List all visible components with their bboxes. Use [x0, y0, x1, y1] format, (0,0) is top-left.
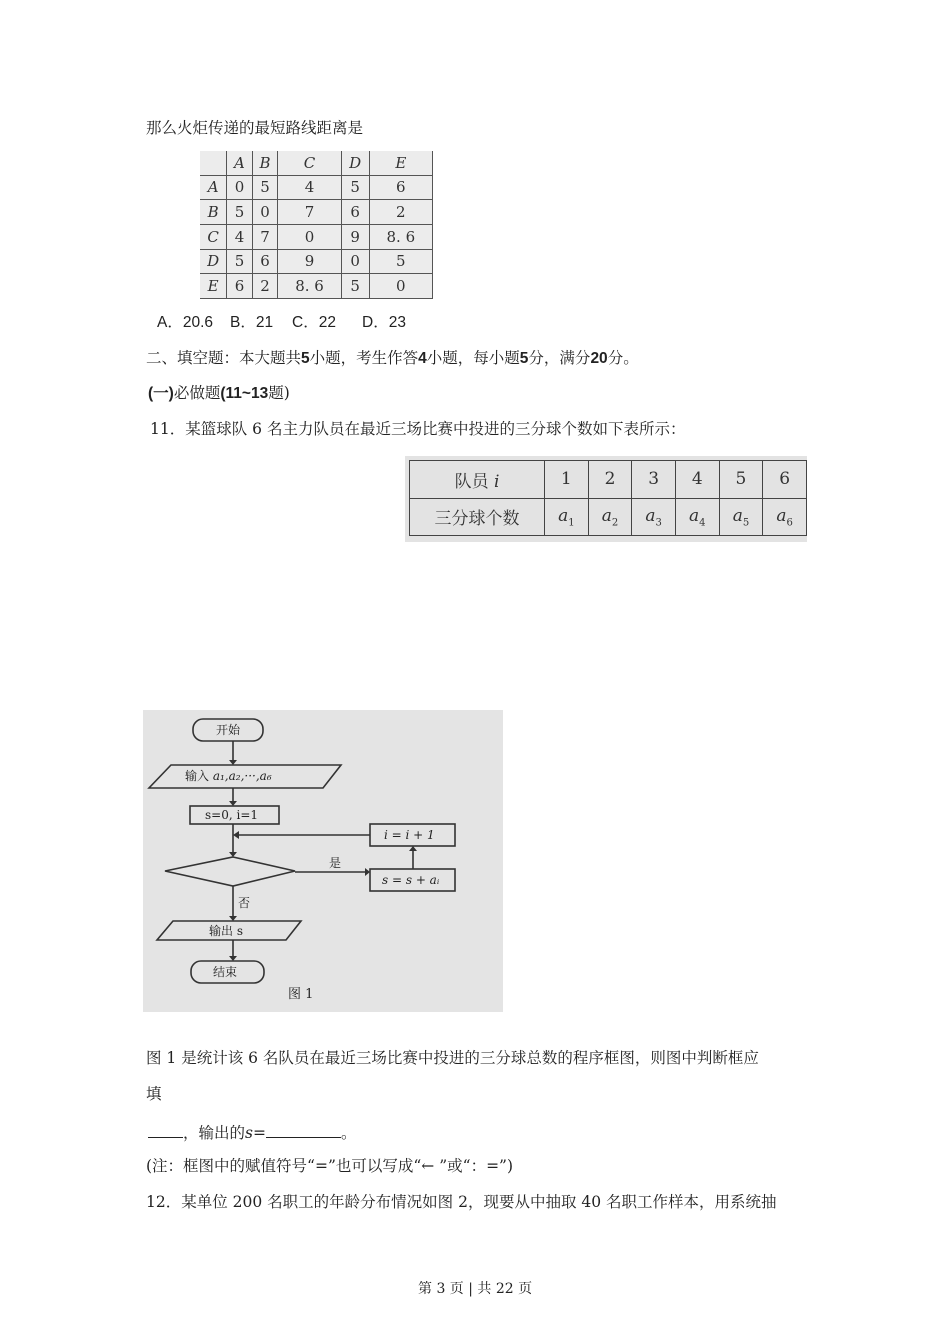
value-var: a: [732, 505, 743, 526]
player-number-cell: 5: [719, 461, 763, 499]
distance-cell: 0: [252, 200, 278, 225]
player-row-label: [410, 461, 545, 499]
value-sub: 6: [786, 516, 793, 528]
player-label-var: i: [493, 471, 500, 492]
section-points-total: 20: [590, 350, 608, 367]
distance-table-header-row: [200, 151, 433, 175]
distance-cell: 9: [341, 224, 369, 249]
flow-output-label: 输出 s: [209, 924, 243, 938]
player-number-cell: 6: [763, 461, 807, 499]
value-var: a: [776, 505, 787, 526]
distance-header-cell: C: [278, 151, 341, 175]
answer-end: 。: [340, 1124, 357, 1142]
question-11-desc-cont: 填: [146, 1085, 162, 1103]
section-count-questions: 5: [301, 350, 310, 367]
player-number-cell: 1: [545, 461, 589, 499]
three-pointer-cell: [719, 498, 763, 536]
distance-cell: 5: [252, 175, 278, 200]
value-var: a: [689, 505, 700, 526]
decision-blank[interactable]: [148, 1121, 183, 1138]
three-pointer-cell: [545, 498, 589, 536]
table-row: [200, 249, 433, 274]
section-heading-suffix: 分。: [607, 349, 639, 367]
choice-b: B．21: [230, 314, 274, 331]
player-table: [405, 456, 807, 542]
output-blank[interactable]: [266, 1121, 341, 1138]
table-row: [200, 224, 433, 249]
value-sub: 3: [655, 516, 662, 528]
distance-cell: 5: [341, 274, 369, 299]
value-sub: 1: [568, 516, 575, 528]
decision-diamond: [165, 857, 295, 886]
section-heading-mid2: 小题，每小题: [426, 349, 520, 367]
section-count-answer: 4: [418, 350, 427, 367]
row-label: E: [200, 274, 227, 299]
distance-cell: 2: [252, 274, 278, 299]
table-row: [200, 200, 433, 225]
assignment-note: (注：框图中的赋值符号“=”也可以写成“← ”或“：=”): [146, 1157, 514, 1175]
distance-cell: 6: [341, 200, 369, 225]
distance-table-corner: [200, 151, 227, 175]
distance-table: [200, 151, 433, 299]
flow-end-label: 结束: [213, 965, 238, 979]
flow-input-vars: a₁,a₂,···,a₆: [212, 769, 272, 783]
intro-line: 那么火炬传递的最短路线距离是: [146, 119, 364, 137]
row-label: A: [200, 175, 227, 200]
row-label: C: [200, 224, 227, 249]
flow-input-word: 输入: [185, 769, 210, 783]
distance-cell: 0: [369, 274, 432, 299]
distance-cell: 5: [369, 249, 432, 274]
section-points-each: 5: [519, 350, 529, 367]
required-open: (一): [148, 385, 174, 402]
distance-cell: 9: [278, 249, 341, 274]
value-var: a: [645, 505, 656, 526]
flowchart-figure: [143, 710, 503, 1012]
flow-start-label: 开始: [216, 723, 241, 737]
distance-cell: 5: [341, 175, 369, 200]
question-11-text: 11．某篮球队 6 名主力队员在最近三场比赛中投进的三分球个数如下表所示：: [150, 420, 686, 438]
distance-cell: 6: [369, 175, 432, 200]
distance-header-cell: D: [341, 151, 369, 175]
flow-yes-label: 是: [329, 856, 342, 870]
distance-cell: 8. 6: [369, 224, 432, 249]
player-label-text: 队员: [454, 471, 489, 492]
distance-cell: 6: [227, 274, 252, 299]
section-heading-mid3: 分，满分: [528, 349, 591, 367]
required-label: [148, 383, 290, 404]
distance-cell: 2: [369, 200, 432, 225]
table-row: [410, 461, 807, 499]
distance-cell: 7: [252, 224, 278, 249]
value-sub: 4: [699, 516, 706, 528]
table-row: [410, 498, 807, 536]
answer-eq: =: [252, 1124, 266, 1142]
distance-cell: 0: [227, 175, 252, 200]
flow-accumulate-label: s = s + aᵢ: [382, 873, 440, 887]
row-label: B: [200, 200, 227, 225]
required-text: 必做题: [173, 384, 221, 402]
value-sub: 5: [742, 516, 750, 528]
choice-a: A．20.6: [157, 314, 214, 331]
question-11-desc: 图 1 是统计该 6 名队员在最近三场比赛中投进的三分球总数的程序框图，则图中判断框应: [146, 1049, 759, 1067]
required-close: 题): [268, 384, 290, 402]
three-pointer-cell: [588, 498, 632, 536]
distance-header-cell: E: [369, 151, 432, 175]
answer-mid-text: ，输出的: [183, 1124, 246, 1142]
section-heading-mid1: 小题，考生作答: [309, 349, 419, 367]
flowchart-diagram: [143, 710, 503, 1012]
table-row: [200, 175, 433, 200]
section-heading-prefix: 二、填空题：本大题共: [146, 349, 302, 367]
player-number-cell: 3: [632, 461, 676, 499]
figure-caption: 图 1: [288, 987, 314, 1002]
value-sub: 2: [611, 516, 619, 528]
section-heading: [146, 348, 639, 369]
three-pointer-label: 三分球个数: [410, 498, 545, 536]
distance-cell: 4: [227, 224, 252, 249]
value-var: a: [558, 505, 569, 526]
distance-cell: 8. 6: [278, 274, 341, 299]
three-pointer-cell: [763, 498, 807, 536]
answer-var: s: [245, 1124, 253, 1142]
flow-increment-label: i = i + 1: [384, 828, 435, 842]
distance-cell: 0: [341, 249, 369, 274]
flow-init-label: s=0, i=1: [205, 808, 259, 822]
three-pointer-cell: [675, 498, 719, 536]
value-var: a: [601, 505, 612, 526]
choice-c: C．22: [292, 314, 336, 331]
distance-cell: 5: [227, 249, 252, 274]
distance-cell: 6: [252, 249, 278, 274]
answer-line: [148, 1121, 357, 1143]
flow-input-label: [185, 769, 272, 783]
row-label: D: [200, 249, 227, 274]
question-12-text: 12．某单位 200 名职工的年龄分布情况如图 2，现要从中抽取 40 名职工作样本，用系统抽: [146, 1193, 777, 1211]
distance-header-cell: A: [227, 151, 252, 175]
flow-no-label: 否: [238, 896, 251, 910]
distance-cell: 4: [278, 175, 341, 200]
player-number-cell: 2: [588, 461, 632, 499]
distance-header-cell: B: [252, 151, 278, 175]
player-number-cell: 4: [675, 461, 719, 499]
distance-cell: 5: [227, 200, 252, 225]
required-range: (11~13: [220, 385, 269, 402]
page-footer: 第 3 页 | 共 22 页: [418, 1281, 533, 1297]
distance-cell: 0: [278, 224, 341, 249]
distance-cell: 7: [278, 200, 341, 225]
choice-d: D．23: [362, 314, 406, 331]
three-pointer-cell: [632, 498, 676, 536]
table-row: [200, 274, 433, 299]
